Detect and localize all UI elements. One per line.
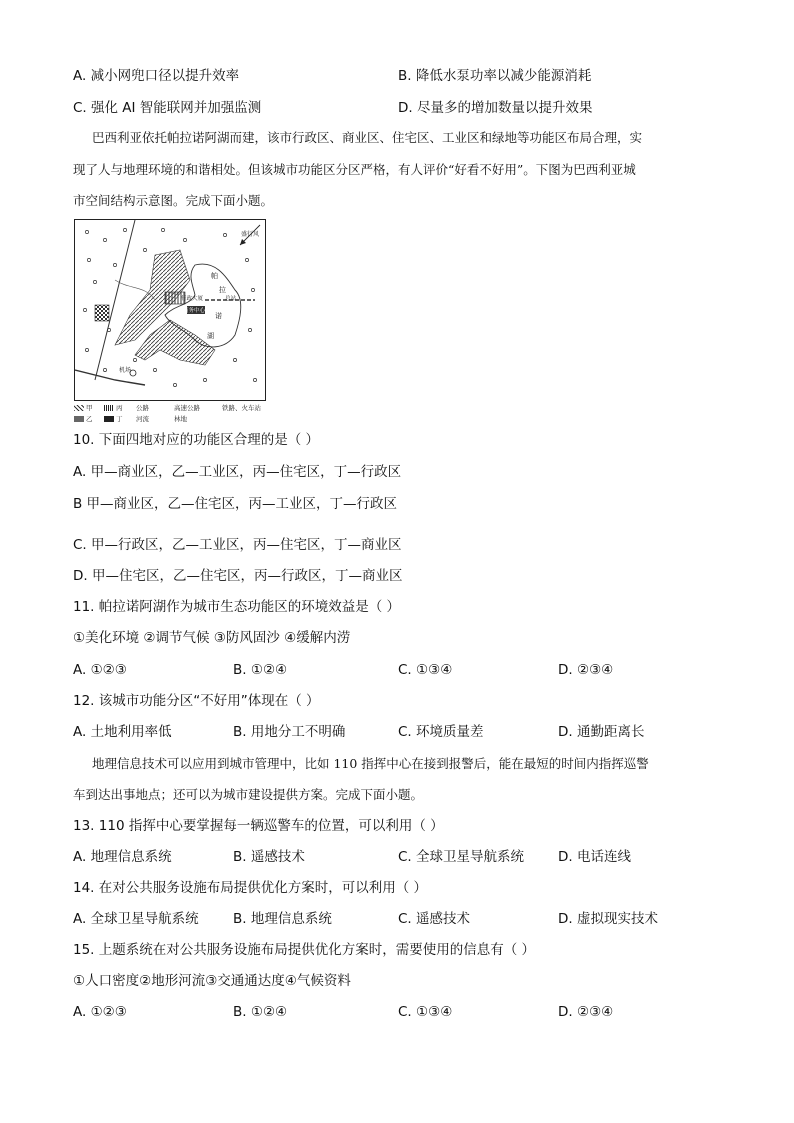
q13-option-c[interactable]: C. 全球卫星导航系统 [398, 849, 525, 865]
brasilia-map [74, 219, 266, 401]
q9-option-c[interactable]: C. 强化 AI 智能联网并加强监测 [73, 100, 262, 116]
q15-option-d[interactable]: D. ②③④ [558, 1004, 614, 1020]
q14-option-b[interactable]: B. 地理信息系统 [233, 911, 332, 927]
q9-option-b[interactable]: B. 降低水泵功率以减少能源消耗 [398, 68, 592, 84]
passage1-line1: 巴西利亚依托帕拉诺阿湖而建，该市行政区、商业区、住宅区、工业区和绿地等功能区布局合理，实 [92, 130, 643, 145]
q11-option-d[interactable]: D. ②③④ [558, 662, 614, 678]
legend-swatch-ding [104, 416, 114, 422]
legend-yi: 乙 [86, 415, 93, 423]
q13-option-d[interactable]: D. 电话连线 [558, 849, 631, 865]
q14-option-a[interactable]: A. 全球卫星导航系统 [73, 911, 199, 927]
q15-items: ①人口密度②地形河流③交通通达度④气候资料 [73, 973, 351, 989]
q11-items: ①美化环境 ②调节气候 ③防风固沙 ④缓解内涝 [73, 630, 351, 646]
q11-stem: 11. 帕拉诺阿湖作为城市生态功能区的环境效益是（ ） [73, 599, 401, 615]
label-wind: 盛行风 [241, 231, 260, 238]
label-center: 商务中心 [183, 308, 206, 314]
label-la: 拉 [219, 286, 226, 294]
q13-option-a[interactable]: A. 地理信息系统 [73, 849, 172, 865]
q12-option-b[interactable]: B. 用地分工不明确 [233, 724, 346, 740]
q12-stem: 12. 该城市功能分区“不好用”体现在（ ） [73, 693, 320, 709]
legend-highway: 高速公路 [174, 404, 200, 412]
passage2-line2: 车到达出事地点；还可以为城市建设提供方案。完成下面小题。 [73, 787, 424, 802]
q10-option-c[interactable]: C. 甲—行政区，乙—工业区，丙—住宅区，丁—商业区 [73, 537, 402, 553]
q14-stem: 14. 在对公共服务设施布局提供优化方案时，可以利用（ ） [73, 880, 428, 896]
legend-forest: 林地 [174, 415, 187, 423]
label-station: 总站 [225, 296, 237, 302]
q11-option-b[interactable]: B. ①②④ [233, 662, 288, 678]
passage2-line1: 地理信息技术可以应用到城市管理中，比如 110 指挥中心在接到报警后，能在最短的时间内指挥巡警 [92, 756, 649, 771]
q9-option-a[interactable]: A. 减小网兜口径以提升效率 [73, 68, 240, 84]
q14-option-c[interactable]: C. 遥感技术 [398, 911, 471, 927]
q9-option-d[interactable]: D. 尽量多的增加数量以提升效果 [398, 100, 593, 116]
q14-option-d[interactable]: D. 虚拟现实技术 [558, 911, 658, 927]
legend-road: 公路 [136, 404, 149, 412]
brasilia-map-svg [75, 220, 265, 400]
q12-option-c[interactable]: C. 环境质量差 [398, 724, 484, 740]
q15-option-b[interactable]: B. ①②④ [233, 1004, 288, 1020]
legend-jia: 甲 [86, 404, 93, 412]
q10-option-d[interactable]: D. 甲—住宅区，乙—住宅区，丙—行政区，丁—商业区 [73, 568, 403, 584]
legend-ding: 丁 [116, 415, 123, 423]
legend-swatch-bing [104, 405, 114, 411]
railway [75, 370, 145, 385]
passage1-line2: 现了人与地理环境的和谐相处。但该城市功能区分区严格，有人评价“好看不好用”。下图为巴西利亚城 [73, 162, 636, 177]
label-nuo: 诺 [215, 312, 222, 320]
legend-swatch-jia [74, 405, 84, 411]
q15-option-c[interactable]: C. ①③④ [398, 1004, 453, 1020]
legend-river: 河流 [136, 415, 149, 423]
q15-option-a[interactable]: A. ①②③ [73, 1004, 127, 1020]
q11-option-a[interactable]: A. ①②③ [73, 662, 127, 678]
q13-stem: 13. 110 指挥中心要掌握每一辆巡警车的位置，可以利用（ ） [73, 818, 444, 834]
q10-option-a[interactable]: A. 甲—商业区，乙—工业区，丙—住宅区，丁—行政区 [73, 464, 402, 480]
highway [95, 220, 135, 380]
q12-option-a[interactable]: A. 土地利用率低 [73, 724, 172, 740]
label-pa: 帕 [211, 272, 218, 280]
q10-option-b[interactable]: B 甲—商业区，乙—住宅区，丙—工业区，丁—行政区 [73, 496, 398, 512]
q10-stem: 10. 下面四地对应的功能区合理的是（ ） [73, 432, 320, 448]
region-yi [95, 305, 109, 321]
label-hu: 湖 [207, 332, 214, 340]
passage1-line3: 市空间结构示意图。完成下面小题。 [73, 193, 274, 208]
q11-option-c[interactable]: C. ①③④ [398, 662, 453, 678]
q13-option-b[interactable]: B. 遥感技术 [233, 849, 305, 865]
q12-option-d[interactable]: D. 通勤距离长 [558, 724, 645, 740]
legend-swatch-yi [74, 416, 84, 422]
label-admin: 行政大厦 [181, 296, 204, 302]
legend-bing: 丙 [116, 404, 123, 412]
legend-railway: 铁路、火车站 [222, 404, 261, 412]
map-legend [74, 403, 294, 425]
q15-stem: 15. 上题系统在对公共服务设施布局提供优化方案时，需要使用的信息有（ ） [73, 942, 536, 958]
label-airport: 机场 [119, 367, 132, 374]
